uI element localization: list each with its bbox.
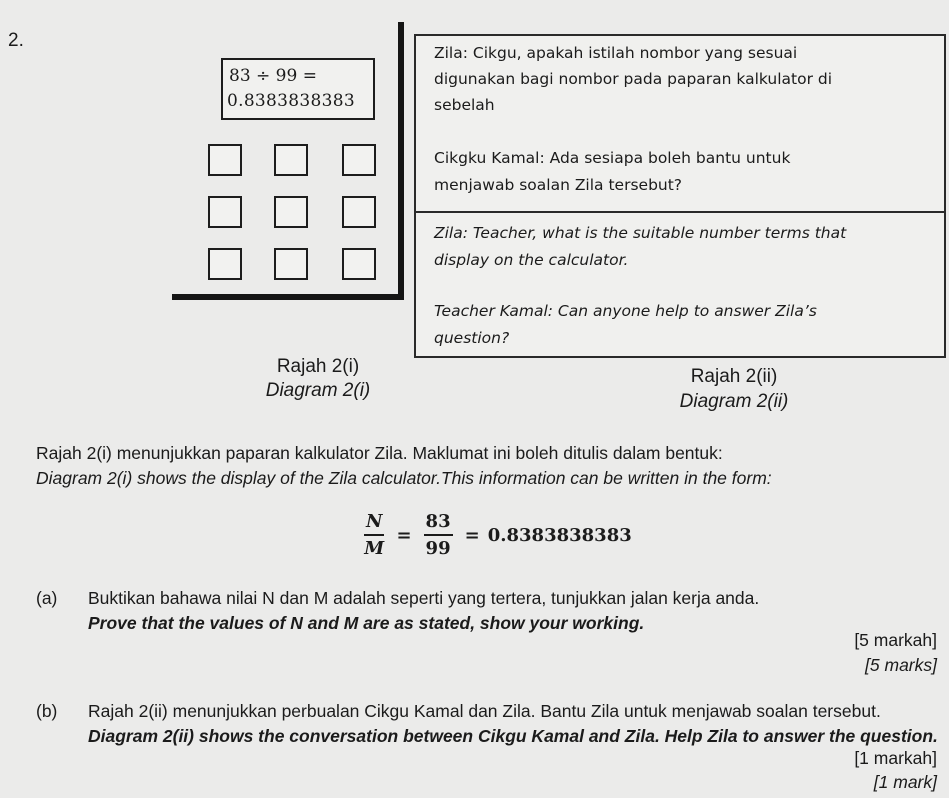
denominator-m: M — [364, 538, 385, 559]
numerator-n: N — [364, 511, 384, 536]
calculator-key — [208, 144, 242, 176]
part-b-marks-malay: [1 markah] — [854, 748, 937, 768]
caption-diagram-2-malay: Rajah 2(ii) — [690, 366, 778, 387]
intro-malay: Rajah 2(i) menunjukkan paparan kalkulator Zila. Maklumat ini boleh ditulis dalam bentuk: — [36, 443, 723, 463]
equation — [360, 500, 632, 570]
part-b-english: Diagram 2(ii) shows the conversation between Cikgu Kamal and Zila. Help Zila to answer the question. — [88, 726, 938, 746]
part-b-malay: Rajah 2(ii) menunjukkan perbualan Cikgu Kamal dan Zila. Bantu Zila untuk menjawab soalan tersebut. — [88, 701, 881, 721]
calculator-key — [274, 248, 308, 280]
dialogue-english-line-2: display on the calculator. — [434, 251, 629, 269]
caption-diagram-1-english: Diagram 2(i) — [265, 380, 371, 401]
dialogue-divider — [414, 211, 946, 213]
dialogue-malay-line-3: sebelah — [434, 96, 495, 114]
part-a-label: (a) — [36, 588, 58, 608]
dialogue-english-line-4: question? — [434, 329, 510, 347]
calculator-key — [274, 196, 308, 228]
calculator-result: 0.8383838383 — [227, 91, 355, 111]
equals-sign-2: = — [464, 524, 480, 546]
dialogue-malay-line-1: Zila: Cikgu, apakah istilah nombor yang sesuai — [434, 44, 798, 62]
question-number: 2. — [8, 30, 24, 51]
dialogue-english-line-3: Teacher Kamal: Can anyone help to answer Zila’s — [434, 302, 817, 320]
calculator-key — [342, 144, 376, 176]
fraction-n-over-m — [364, 511, 384, 559]
caption-diagram-2-english: Diagram 2(ii) — [679, 391, 789, 412]
part-b-marks-english: [1 mark] — [873, 772, 937, 792]
dialogue-malay-line-5: menjawab soalan Zila tersebut? — [434, 176, 683, 194]
calculator-key — [208, 196, 242, 228]
calculator-expression: 83 ÷ 99 = — [229, 66, 317, 86]
calculator-key — [342, 248, 376, 280]
part-a-marks-malay: [5 markah] — [854, 630, 937, 650]
dialogue-malay-line-4: Cikgku Kamal: Ada sesiapa boleh bantu untuk — [434, 149, 791, 167]
part-a-malay: Buktikan bahawa nilai N dan M adalah seperti yang tertera, tunjukkan jalan kerja anda. — [88, 588, 760, 608]
dialogue-malay-line-2: digunakan bagi nombor pada paparan kalkulator di — [434, 70, 833, 88]
part-a-marks-english: [5 marks] — [865, 655, 937, 675]
part-b-label: (b) — [36, 701, 58, 721]
caption-diagram-1-malay: Rajah 2(i) — [276, 356, 360, 377]
equals-sign-1: = — [396, 524, 412, 546]
equation-decimal: 0.8383838383 — [487, 524, 632, 546]
part-a-english: Prove that the values of N and M are as stated, show your working. — [88, 613, 645, 633]
calculator-screen — [221, 58, 375, 120]
intro-english: Diagram 2(i) shows the display of the Zila calculator.This information can be written in the form: — [36, 468, 772, 488]
denominator-99: 99 — [425, 538, 451, 559]
fraction-83-over-99 — [424, 511, 453, 559]
calculator-key — [208, 248, 242, 280]
dialogue-english-line-1: Zila: Teacher, what is the suitable number terms that — [434, 224, 847, 242]
numerator-83: 83 — [424, 511, 453, 536]
calculator-key — [342, 196, 376, 228]
calculator-key — [274, 144, 308, 176]
